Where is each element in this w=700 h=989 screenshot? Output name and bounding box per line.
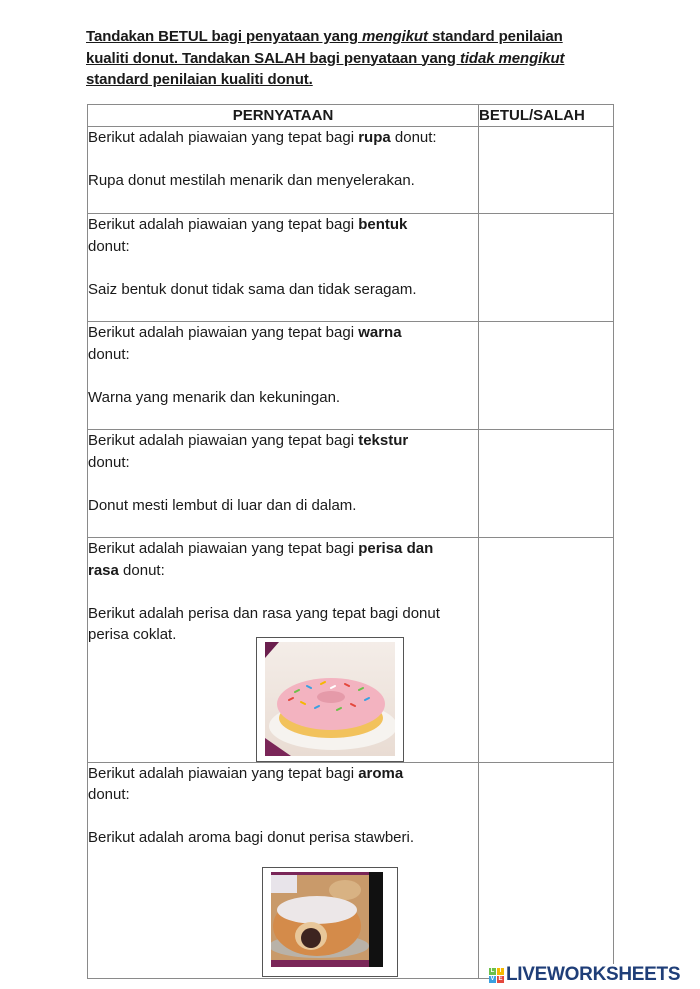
- statement-text: Saiz bentuk donut tidak sama dan tidak seragam.: [88, 280, 417, 298]
- table-row: [88, 430, 614, 538]
- statement-cell: [88, 322, 479, 430]
- statement-text: Warna yang menarik dan kekuningan.: [88, 388, 341, 406]
- table-row: [88, 322, 614, 430]
- statement-prompt: Berikut adalah piawaian yang tepat bagi bentuk donut:: [88, 216, 408, 255]
- table-row: [88, 127, 614, 214]
- statement-text: Berikut adalah perisa dan rasa yang tepat bagi donut perisa coklat.: [88, 604, 440, 643]
- statement-prompt: Berikut adalah piawaian yang tepat bagi aroma donut:: [88, 764, 404, 803]
- statement-prompt: Berikut adalah piawaian yang tepat bagi rupa donut:: [88, 129, 437, 146]
- instructions-emphasis: mengikut: [362, 28, 428, 45]
- header-pernyataan: PERNYATAAN: [88, 105, 479, 127]
- table-row: [88, 762, 614, 978]
- answer-cell[interactable]: [479, 538, 614, 763]
- pink-sprinkle-donut-image: [256, 637, 404, 762]
- table-row: [88, 214, 614, 322]
- worksheet-table: [87, 104, 614, 979]
- statement-cell: [88, 762, 479, 978]
- donut-photo-icon: [265, 642, 395, 756]
- table-row: [88, 538, 614, 763]
- answer-cell[interactable]: [479, 214, 614, 322]
- liveworksheets-logo[interactable]: [489, 964, 684, 986]
- chocolate-filled-donut-image: [262, 867, 398, 977]
- statement-prompt: Berikut adalah piawaian yang tepat bagi warna donut:: [88, 324, 402, 363]
- statement-cell: [88, 538, 479, 763]
- instructions-text: standard penilaian kualiti donut. Tandakan SALAH bagi penyataan yang: [86, 28, 563, 67]
- live-blocks-icon: L I V E: [490, 967, 503, 982]
- answer-cell[interactable]: [479, 762, 614, 978]
- answer-cell[interactable]: [479, 430, 614, 538]
- statement-cell: [88, 214, 479, 322]
- statement-text: Donut mesti lembut di luar dan di dalam.: [88, 496, 357, 514]
- statement-text: Rupa donut mestilah menarik dan menyelerakan.: [88, 172, 415, 189]
- statement-cell: [88, 127, 479, 214]
- instructions-text: standard penilaian kualiti donut.: [86, 71, 313, 88]
- statement-prompt: Berikut adalah piawaian yang tepat bagi tekstur donut:: [88, 432, 409, 471]
- answer-cell[interactable]: [479, 127, 614, 214]
- instructions-text: Tandakan BETUL bagi penyataan yang: [86, 28, 363, 45]
- statement-text: Berikut adalah aroma bagi donut perisa stawberi.: [88, 829, 415, 846]
- table-header-row: [88, 105, 614, 127]
- instructions: [86, 26, 606, 91]
- answer-cell[interactable]: [479, 322, 614, 430]
- instructions-emphasis: tidak mengikut: [459, 49, 565, 67]
- statement-prompt: Berikut adalah piawaian yang tepat bagi perisa dan rasa donut:: [88, 540, 434, 579]
- donut-photo-icon: [271, 872, 383, 967]
- statement-cell: [88, 430, 479, 538]
- header-betul-salah: BETUL/SALAH: [479, 105, 614, 127]
- logo-text: LIVEWORKSHEETS: [506, 964, 681, 985]
